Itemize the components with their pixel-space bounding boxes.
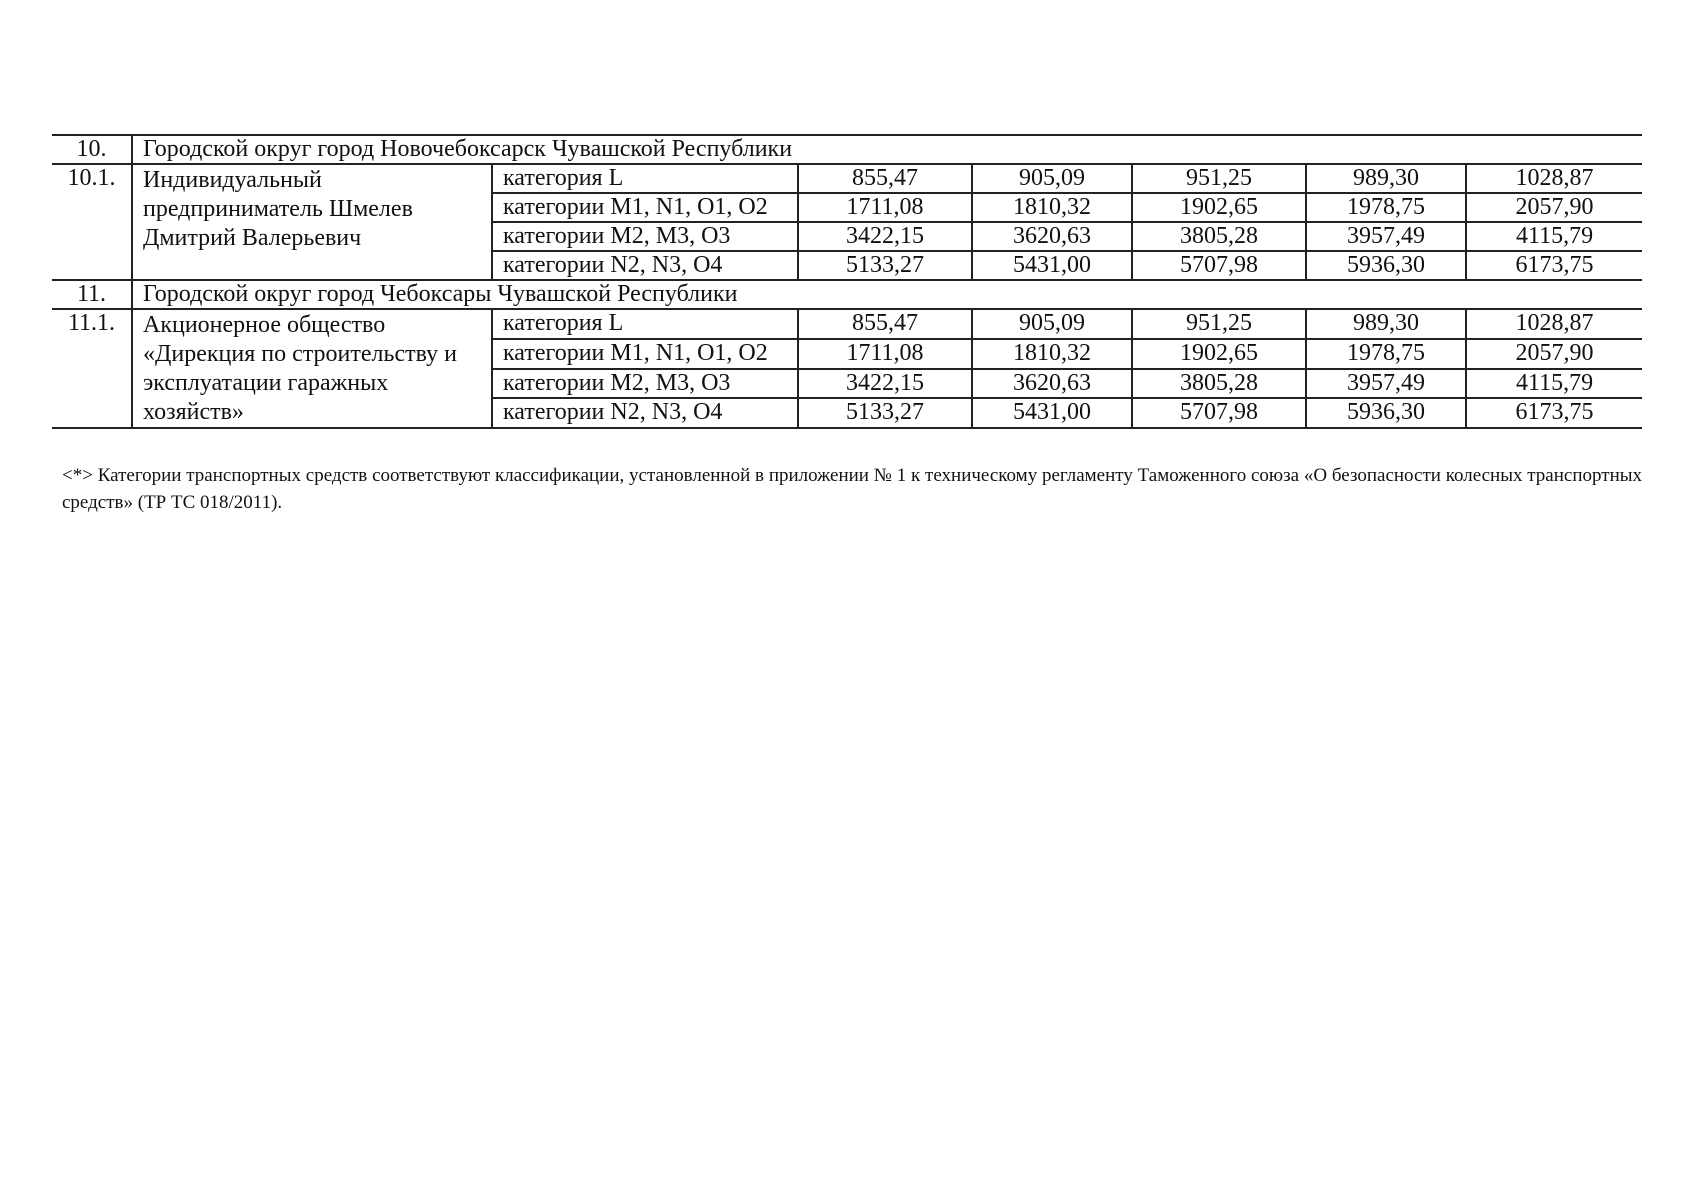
tariff-value: 6173,75 [1466, 251, 1642, 280]
vehicle-category: категория L [492, 164, 798, 193]
section-row [52, 135, 1642, 164]
tariff-value: 3620,63 [972, 222, 1132, 251]
tariff-value: 3957,49 [1306, 369, 1466, 399]
tariff-value: 4115,79 [1466, 369, 1642, 399]
vehicle-category: категория L [492, 309, 798, 339]
tariff-value: 6173,75 [1466, 398, 1642, 428]
tariff-value: 989,30 [1306, 164, 1466, 193]
table-row [52, 309, 1642, 339]
tariff-value: 1810,32 [972, 339, 1132, 369]
vehicle-category: категории M2, M3, O3 [492, 222, 798, 251]
tariff-value: 3805,28 [1132, 222, 1306, 251]
footnote: <*> Категории транспортных средств соответствуют классификации, установленной в приложении № 1 к техническому регламенту Таможенного союза «О безопасности колесных транспортных средств» (ТР ТС 018/2011). [62, 465, 1642, 513]
tariff-value: 1902,65 [1132, 193, 1306, 222]
tariff-value: 855,47 [798, 164, 972, 193]
tariff-value: 1902,65 [1132, 339, 1306, 369]
vehicle-category: категории M2, M3, O3 [492, 369, 798, 399]
tariff-value: 1711,08 [798, 193, 972, 222]
tariff-value: 3620,63 [972, 369, 1132, 399]
tariff-value: 2057,90 [1466, 193, 1642, 222]
tariff-value: 905,09 [972, 164, 1132, 193]
tariff-value: 1978,75 [1306, 193, 1466, 222]
vehicle-category: категории M1, N1, O1, O2 [492, 193, 798, 222]
tariff-value: 855,47 [798, 309, 972, 339]
tariff-value: 989,30 [1306, 309, 1466, 339]
tariff-value: 4115,79 [1466, 222, 1642, 251]
tariff-value: 1028,87 [1466, 309, 1642, 339]
tariff-table [52, 134, 1642, 429]
tariff-value: 5936,30 [1306, 251, 1466, 280]
tariff-value: 5707,98 [1132, 251, 1306, 280]
tariff-value: 5133,27 [798, 398, 972, 428]
tariff-value: 905,09 [972, 309, 1132, 339]
table-row [52, 164, 1642, 193]
tariff-value: 1978,75 [1306, 339, 1466, 369]
section-title: Городской округ город Чебоксары Чувашской Республики [132, 280, 1642, 309]
entry-number: 10.1. [52, 164, 132, 280]
section-title: Городской округ город Новочебоксарск Чувашской Республики [132, 135, 1642, 164]
vehicle-category: категории M1, N1, O1, O2 [492, 339, 798, 369]
tariff-value: 951,25 [1132, 164, 1306, 193]
tariff-value: 5707,98 [1132, 398, 1306, 428]
section-row [52, 280, 1642, 309]
tariff-value: 5431,00 [972, 398, 1132, 428]
tariff-value: 1810,32 [972, 193, 1132, 222]
vehicle-category: категории N2, N3, O4 [492, 398, 798, 428]
organization-name: Акционерное общество «Дирекция по строительству и эксплуатации гаражных хозяйств» [132, 309, 492, 428]
tariff-value: 3805,28 [1132, 369, 1306, 399]
vehicle-category: категории N2, N3, O4 [492, 251, 798, 280]
tariff-value: 3422,15 [798, 369, 972, 399]
tariff-value: 5936,30 [1306, 398, 1466, 428]
tariff-value: 1711,08 [798, 339, 972, 369]
tariff-value: 3422,15 [798, 222, 972, 251]
tariff-value: 3957,49 [1306, 222, 1466, 251]
tariff-value: 5133,27 [798, 251, 972, 280]
tariff-value: 5431,00 [972, 251, 1132, 280]
tariff-value: 2057,90 [1466, 339, 1642, 369]
section-number: 10. [52, 135, 132, 164]
organization-name: Индивидуальный предприниматель Шмелев Дмитрий Валерьевич [132, 164, 492, 280]
section-number: 11. [52, 280, 132, 309]
entry-number: 11.1. [52, 309, 132, 428]
tariff-value: 1028,87 [1466, 164, 1642, 193]
tariff-value: 951,25 [1132, 309, 1306, 339]
